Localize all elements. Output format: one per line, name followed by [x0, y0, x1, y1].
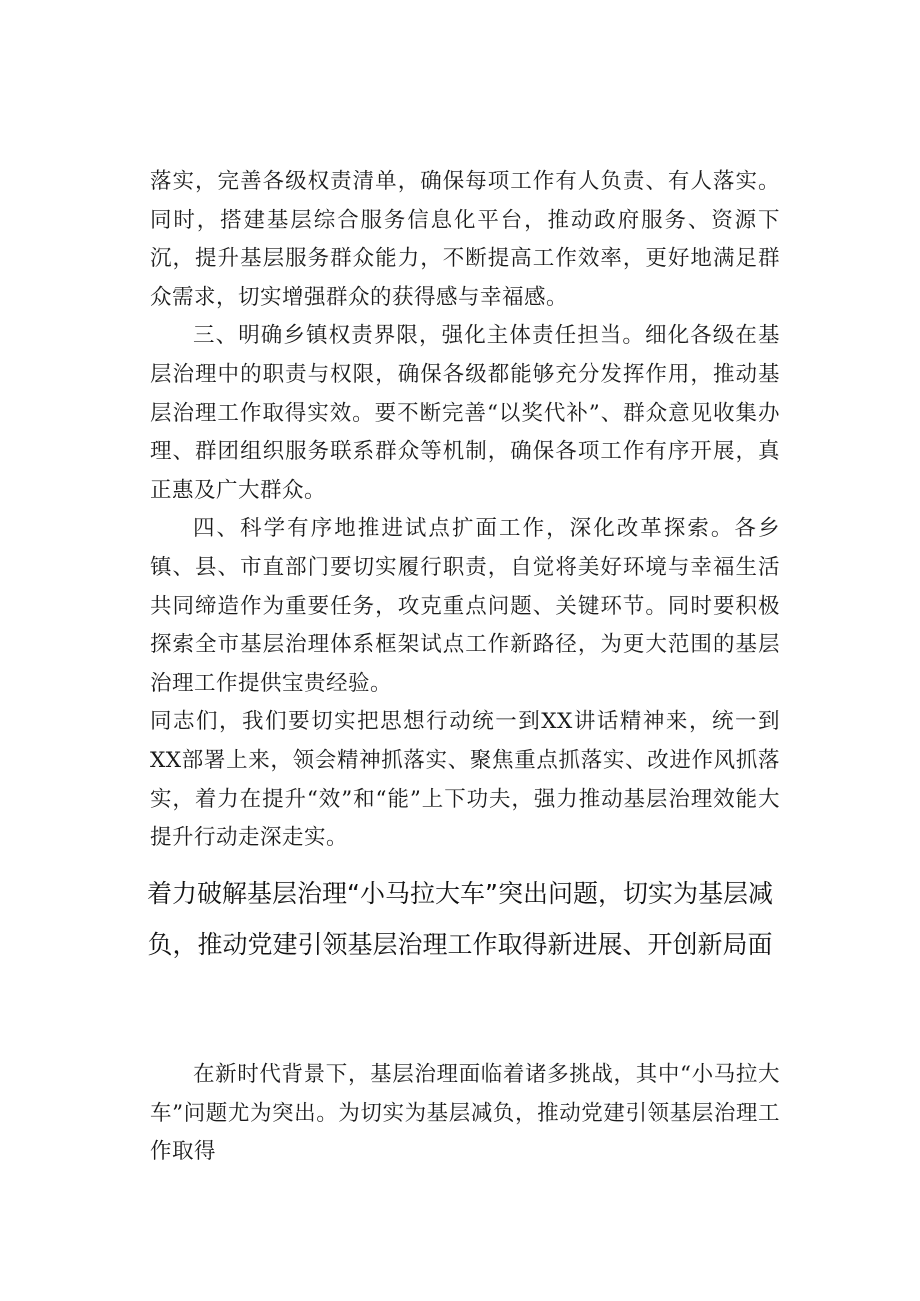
paragraph-intro: 在新时代背景下，基层治理面临着诸多挑战，其中“小马拉大车”问题尤为突出。为切实为基层减负，推动党建引领基层治理工作取得: [150, 1062, 780, 1165]
paragraph-point-three: 三、明确乡镇权责界限，强化主体责任担当。细化各级在基层治理中的职责与权限，确保各级都能够充分发挥作用，推动基层治理工作取得实效。要不断完善“以奖代补”、群众意见收集办理、群团组织服务联系群众等机制，确保各项工作有序开展，真正惠及广大群众。: [150, 323, 780, 503]
section-heading: 着力破解基层治理“小马拉大车”突出问题，切实为基层减负，推动党建引领基层治理工作取得新进展、开创新局面: [147, 879, 773, 959]
body-text-section-1: [150, 163, 780, 858]
body-text-section-2: [150, 1056, 780, 1172]
paragraph-closing: 同志们，我们要切实把思想行动统一到XX讲话精神来，统一到XX部署上来，领会精神抓落实、聚焦重点抓落实、改进作风抓落实，着力在提升“效”和“能”上下功夫，强力推动基层治理效能大提升行动走深走实。: [150, 709, 780, 851]
paragraph-continuation: 落实，完善各级权责清单，确保每项工作有人负责、有人落实。同时，搭建基层综合服务信息化平台，推动政府服务、资源下沉，提升基层服务群众能力，不断提高工作效率，更好地满足群众需求，切实增强群众的获得感与幸福感。: [150, 169, 780, 310]
paragraph-point-four: 四、科学有序地推进试点扩面工作，深化改革探索。各乡镇、县、市直部门要切实履行职责，自觉将美好环境与幸福生活共同缔造作为重要任务，攻克重点问题、关键环节。同时要积极探索全市基层治理体系框架试点工作新路径，为更大范围的基层治理工作提供宝贵经验。: [150, 516, 780, 696]
